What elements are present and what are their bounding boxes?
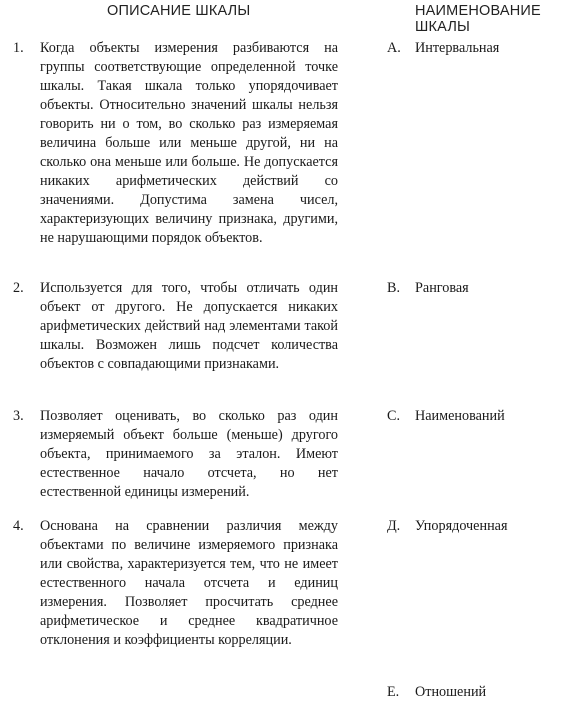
name-column-header-line1: НАИМЕНОВАНИЕ — [415, 3, 541, 19]
description-text: Позволяет оценивать, во сколько раз один измеряемый объект больше (меньше) другого объекта, принимаемого за эталон. Имеют естественное начало отсчета, но нет естественной единицы измерений. — [40, 408, 338, 500]
option-name: Ранговая — [415, 280, 469, 296]
description-number: 2. — [13, 280, 24, 296]
scale-option-e — [387, 683, 486, 702]
name-column-header — [415, 3, 575, 35]
description-text: Используется для того, чтобы отличать один объект от другого. Не допускается никаких арифметических действий над элементами такой шкалы. Возможен лишь подсчет количества объектов с совпадающими признаками. — [40, 280, 338, 372]
description-number: 1. — [13, 40, 24, 56]
description-text: Когда объекты измерения разбиваются на группы соответствующие определенной точке шкалы. Такая шкала только упорядочивает объекты. Относительно значений шкалы нельзя говорить ни о том, во сколько раз измеряемая величина больше или меньше другой, ни на сколько она меньше или больше. Не допускается никаких арифметических действий со значениями. Допустима замена чисел, характеризующих величину признака, другими, не нарушающими порядок объектов. — [40, 40, 338, 246]
description-item-2 — [13, 279, 338, 374]
scale-option-c — [387, 407, 505, 426]
scale-option-b — [387, 279, 469, 298]
option-letter: В. — [387, 280, 401, 296]
option-letter: Е. — [387, 684, 400, 700]
name-column-header-line2: ШКАЛЫ — [415, 19, 471, 35]
description-item-1 — [13, 39, 338, 248]
option-letter: Д. — [387, 518, 401, 534]
description-item-3 — [13, 407, 338, 502]
scale-option-d — [387, 517, 508, 536]
description-text: Основана на сравнении различия между объектами по величине измеряемого признака или свойства, характеризуется тем, что не имеет естественного начала отсчета и единиц измерения. Позволяет просчитать среднее арифметическое и среднее квадратичное отклонения и коэффициенты корреляции. — [40, 518, 338, 648]
description-item-4 — [13, 517, 338, 650]
option-letter: С. — [387, 408, 401, 424]
option-letter: А. — [387, 40, 401, 56]
description-column-header: ОПИСАНИЕ ШКАЛЫ — [107, 3, 251, 19]
description-number: 4. — [13, 518, 24, 534]
option-name: Упорядоченная — [415, 518, 508, 534]
option-name: Интервальная — [415, 40, 500, 56]
option-name: Отношений — [415, 684, 487, 700]
option-name: Наименований — [415, 408, 505, 424]
scale-option-a — [387, 39, 499, 58]
description-number: 3. — [13, 408, 24, 424]
